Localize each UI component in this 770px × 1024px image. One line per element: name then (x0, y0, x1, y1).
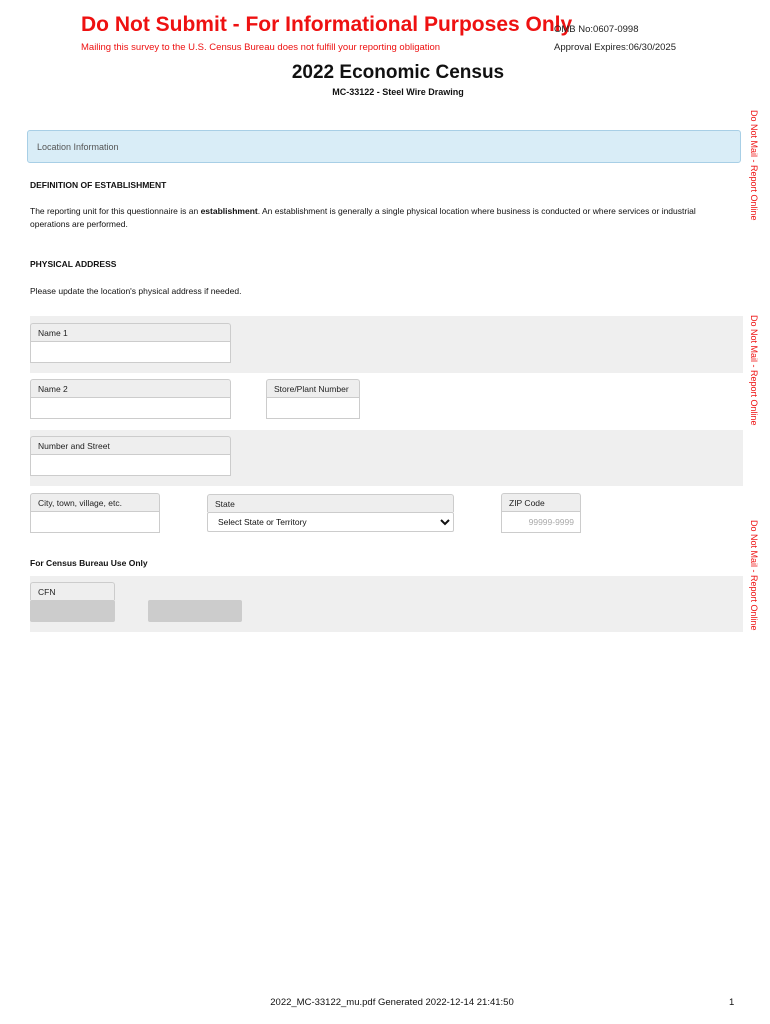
census-use-row (30, 576, 743, 632)
city-input[interactable] (30, 511, 160, 533)
city-label: City, town, village, etc. (30, 493, 160, 511)
cfn-extra-field (148, 600, 242, 622)
street-input[interactable] (30, 454, 231, 476)
warning-title: Do Not Submit - For Informational Purposes Only (81, 13, 573, 36)
store-plant-input[interactable] (266, 397, 360, 419)
city-field (30, 493, 160, 533)
side-notice: Do Not Mail - Report Online (749, 110, 759, 221)
physical-address-instruction: Please update the location's physical address if needed. (30, 286, 242, 296)
approval-expiration: Approval Expires:06/30/2025 (554, 42, 676, 53)
state-select[interactable] (207, 512, 454, 532)
form-subtitle: MC-33122 - Steel Wire Drawing (332, 87, 464, 97)
state-field (207, 494, 454, 532)
street-field (30, 436, 231, 476)
census-use-heading: For Census Bureau Use Only (30, 558, 148, 568)
physical-address-heading: PHYSICAL ADDRESS (30, 259, 117, 269)
zip-input[interactable] (501, 511, 581, 533)
omb-number: OMB No:0607-0998 (554, 24, 639, 35)
store-plant-field (266, 379, 360, 419)
cfn-field (30, 582, 115, 622)
cfn-value (30, 600, 115, 622)
zip-label: ZIP Code (501, 493, 581, 511)
definition-text (30, 205, 730, 231)
footer-generated: 2022_MC-33122_mu.pdf Generated 2022-12-14 21:41:50 (270, 997, 514, 1008)
name2-label: Name 2 (30, 379, 231, 397)
name1-input[interactable] (30, 341, 231, 363)
name1-field (30, 323, 231, 363)
side-notice: Do Not Mail - Report Online (749, 315, 759, 426)
page-number: 1 (729, 997, 735, 1008)
zip-field (501, 493, 581, 533)
name2-input[interactable] (30, 397, 231, 419)
side-notice: Do Not Mail - Report Online (749, 520, 759, 631)
definition-text-start: The reporting unit for this questionnaire is an (30, 206, 201, 216)
warning-subtitle: Mailing this survey to the U.S. Census Bureau does not fulfill your reporting obligation (81, 42, 441, 53)
store-plant-label: Store/Plant Number (266, 379, 360, 397)
location-information-header: Location Information (27, 130, 741, 163)
page-title: 2022 Economic Census (291, 62, 505, 83)
state-label: State (207, 494, 454, 512)
definition-heading: DEFINITION OF ESTABLISHMENT (30, 180, 167, 190)
cfn-label: CFN (30, 582, 115, 600)
street-label: Number and Street (30, 436, 231, 454)
name2-field (30, 379, 231, 419)
name1-label: Name 1 (30, 323, 231, 341)
definition-text-bold: establishment (200, 206, 258, 216)
definition-text-end: . An establishment is generally a single physical location where business is conducted or where services or industrial operations are performed. (30, 206, 696, 229)
